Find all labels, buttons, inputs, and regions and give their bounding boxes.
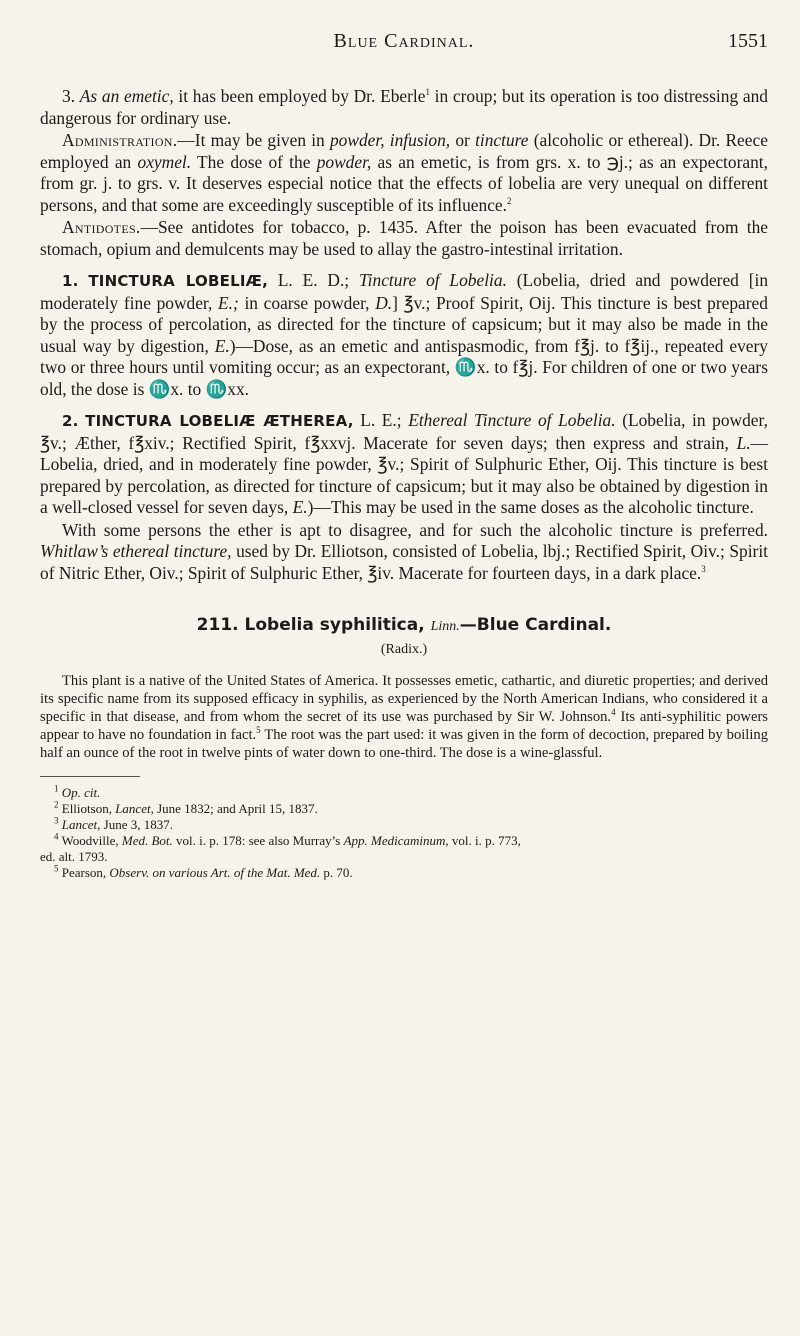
- running-head: Blue Cardinal.: [333, 30, 475, 52]
- paragraph-whitlaw: With some persons the ether is apt to disagree, and for such the alcoholic tincture is preferred. Whitlaw’s ethereal tincture, used by Dr. Elliotson, consisted of Lobelia, lbj.; Rectified Spirit, Oiv.; Spirit of Nitric Ether, Oiv.; Spirit of Sulphuric Ether, ℥iv. Macerate for fourteen days, in a dark place.$^3$: [40, 519, 769, 583]
- paragraph-tinctura-aetherea: 2. TINCTURA LOBELIÆ ÆTHEREA, L. E.; Ethereal Tincture of Lobelia. (Lobelia, in powder, ℥v.; Æther, f℥xiv.; Rectified Spirit, f℥xxvj. Macerate for seven days; then express and strain, L.—Lobelia, dried, and in moderately fine powder, ℥v.; Spirit of Sulphuric Ether, Oij. This tincture is best prepared by percolation, as directed for tincture of capsicum; but it may also be obtained by digestion in a well-closed vessel for seven days, E.)—This may be used in the same doses as the alcoholic tincture.: [40, 410, 768, 517]
- preparation-title: TINCTURA LOBELIÆ,: [88, 272, 268, 290]
- page-number: 1551: [728, 30, 768, 52]
- footnote: $^3$ Lancet, June 3, 1837.: [54, 815, 173, 832]
- paragraph-administration: Administration.—It may be given in powder, infusion, or tincture (alcoholic or ethereal). Dr. Reece employed an oxymel. The dose of the powder, as an emetic, is from grs. x. to ℈j.; as an expectorant, from gr. j. to grs. v. It deserves especial notice that the effects of lobelia are very unequal on different persons, and that some are exceedingly susceptible of its influence.$^2$: [40, 130, 768, 215]
- preparation-title: TINCTURA LOBELIÆ ÆTHEREA,: [85, 412, 354, 430]
- footnote-ref: 4: [611, 707, 616, 718]
- footnote-ref: 5: [256, 725, 261, 736]
- paragraph-emetic: 3. As an emetic, it has been employed by Dr. Eberle$^1$ in croup; but its operation is too distressing and dangerous for ordinary use.: [40, 86, 768, 128]
- footnotes: [40, 785, 768, 881]
- section-heading: 211. Lobelia syphilitica, Linn.—Blue Cardinal.: [196, 615, 612, 635]
- page-body: [40, 86, 768, 881]
- small-text-block: [40, 672, 768, 762]
- footnote: $^1$ Op. cit.: [54, 783, 101, 800]
- footnote-ref: 3: [701, 563, 706, 574]
- paragraph-blue-cardinal: This plant is a native of the United States of America. It possesses emetic, cathartic, and diuretic properties; and derived its specific name from its supposed efficacy in syphilis, as experienced by the North American Indians, who considered it a specific in that disease, and from whom the secret of its use was purchased by Sir W. Johnson.$^4$ Its anti-syphilitic powers appear to have no foundation in fact.$^5$ The root was the part used: it was given in the form of decoction, prepared by boiling half an ounce of the root in twelve pints of water down to one-third. The dose is a wine-glassful.: [40, 673, 768, 761]
- footnote-ref: 1: [425, 87, 430, 98]
- footnote: $^5$ Pearson, Observ. on various Art. of the Mat. Med. p. 70.: [54, 863, 353, 880]
- paragraph-tinctura-lobeliae: 1. TINCTURA LOBELIÆ, L. E. D.; Tincture of Lobelia. (Lobelia, dried and powdered [in moderately fine powder, E.; in coarse powder, D.] ℥v.; Proof Spirit, Oij. This tincture is best prepared by the process of percolation, as directed for the tincture of capsicum; but it may also be made in the usual way by digestion, E.)—Dose, as an emetic and antispasmodic, from f℥j. to f℥ij., repeated every two or three hours until vomiting occur; as an expectorant, ♏x. to f℥j. For children of one or two years old, the dose is ♏x. to ♏xx.: [40, 270, 769, 399]
- section-label: Administration.: [62, 130, 178, 150]
- footnote: $^4$ Woodville, Med. Bot. vol. i. p. 178: see also Murray’s App. Medicaminum, vol. i. p. 773,: [54, 831, 521, 848]
- footnote-divider: [40, 776, 140, 777]
- section-subheading: (Radix.): [380, 642, 428, 657]
- footnote-continuation: ed. alt. 1793.: [40, 849, 108, 864]
- footnote: $^2$ Elliotson, Lancet, June 1832; and April 15, 1837.: [54, 799, 318, 816]
- page-header: [40, 30, 768, 58]
- section-label: Antidotes.: [62, 217, 141, 237]
- footnote-ref: 2: [506, 195, 512, 206]
- paragraph-antidotes: Antidotes.—See antidotes for tobacco, p. 1435. After the poison has been evacuated from the stomach, opium and demulcents may be used to allay the gastro-intestinal irritation.: [40, 217, 768, 259]
